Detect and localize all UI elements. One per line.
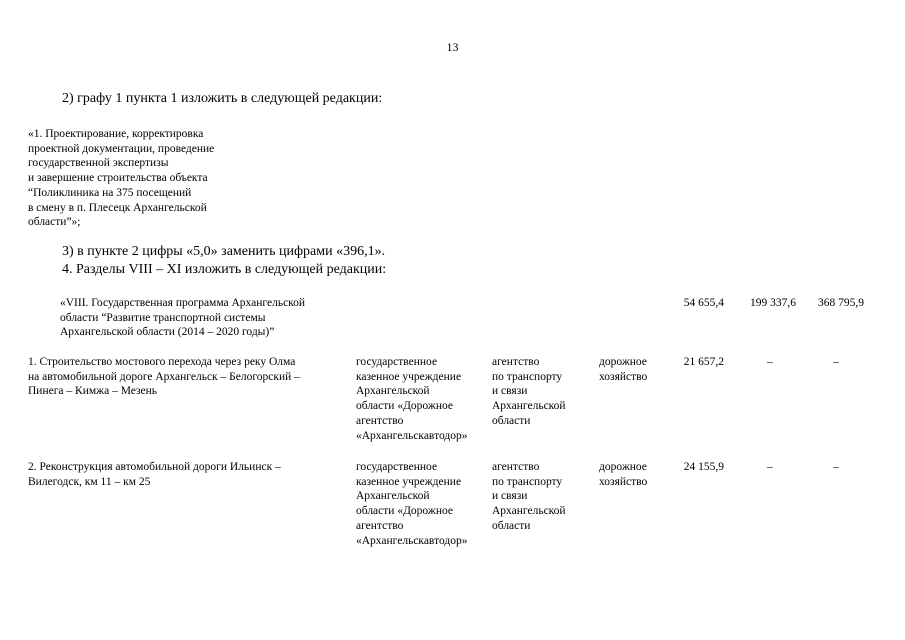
quote-line: в смену в п. Плесецк Архангельской [28, 201, 207, 214]
row-name-line: на автомобильной дороге Архангельск – Белогорский – [28, 370, 300, 383]
row-value-3: – [833, 356, 839, 368]
row-branch-line: хозяйство [599, 475, 648, 488]
table-row-customer [356, 355, 467, 443]
section-value-2: 199 337,6 [750, 297, 796, 309]
row-customer-line: агентство [356, 414, 404, 427]
section-title [60, 296, 305, 340]
row-customer-line: казенное учреждение [356, 475, 462, 488]
row-branch-line: хозяйство [599, 370, 648, 383]
row-agency-line: и связи [492, 490, 528, 503]
quote-line: «1. Проектирование, корректировка [28, 128, 204, 140]
row-customer-line: казенное учреждение [356, 370, 462, 383]
row-customer-line: агентство [356, 519, 404, 532]
row-agency-line: области [492, 414, 531, 427]
quoted-text-block [28, 127, 214, 230]
row-agency-line: Архангельской [492, 400, 566, 413]
page-number: 13 [446, 40, 459, 54]
row-customer-line: Архангельской [356, 385, 430, 398]
quote-line: “Поликлиника на 375 посещений [28, 186, 192, 199]
row-customer-line: государственное [356, 356, 438, 368]
row-name-line: 1. Строительство мостового перехода через реку Олма [28, 356, 296, 368]
row-customer-line: Архангельской [356, 490, 430, 503]
row-name-line: Вилегодск, км 11 – км 25 [28, 475, 151, 488]
row-agency-line: агентство [492, 461, 540, 473]
table-row-name [28, 355, 300, 399]
section-title-line: «VIII. Государственная программа Архангельской [60, 297, 306, 309]
table-row-agency [492, 355, 566, 429]
row-branch-line: дорожное [599, 461, 647, 473]
section-value-1: 54 655,4 [683, 297, 724, 309]
amendment-item-4: 4. Разделы VIII – XI изложить в следующей редакции: [62, 262, 387, 277]
amendment-item-2: 2) графу 1 пункта 1 изложить в следующей редакции: [62, 91, 383, 106]
row-value-2: – [767, 461, 773, 473]
row-agency-line: области [492, 519, 531, 532]
row-agency-line: и связи [492, 385, 528, 398]
section-title-line: Архангельской области (2014 – 2020 годы)” [60, 326, 275, 339]
row-agency-line: Архангельской [492, 505, 566, 518]
row-name-line: Пинега – Кимжа – Мезень [28, 385, 158, 398]
row-customer-line: государственное [356, 461, 438, 473]
row-branch-line: дорожное [599, 356, 647, 368]
section-title-line: области “Развитие транспортной системы [60, 311, 266, 324]
table-row-name [28, 460, 281, 489]
quote-line: государственной экспертизы [28, 157, 169, 170]
row-name-line: 2. Реконструкция автомобильной дороги Ильинск – [28, 461, 281, 473]
row-customer-line: области «Дорожное [356, 505, 453, 518]
amendment-item-3: 3) в пункте 2 цифры «5,0» заменить цифрами «396,1». [62, 244, 386, 259]
quote-line: области”»; [28, 216, 81, 229]
quote-line: и завершение строительства объекта [28, 172, 208, 185]
table-row-customer [356, 460, 467, 548]
row-agency-line: агентство [492, 356, 540, 368]
row-customer-line: «Архангельскавтодор» [356, 429, 468, 442]
row-customer-line: «Архангельскавтодор» [356, 534, 468, 547]
row-value-2: – [767, 356, 773, 368]
quote-line: проектной документации, проведение [28, 142, 215, 155]
section-value-3: 368 795,9 [818, 297, 864, 309]
row-customer-line: области «Дорожное [356, 400, 453, 413]
row-value-1: 24 155,9 [683, 461, 724, 473]
table-row-agency [492, 460, 566, 534]
row-agency-line: по транспорту [492, 475, 563, 488]
row-agency-line: по транспорту [492, 370, 563, 383]
row-value-3: – [833, 461, 839, 473]
row-value-1: 21 657,2 [683, 356, 724, 368]
